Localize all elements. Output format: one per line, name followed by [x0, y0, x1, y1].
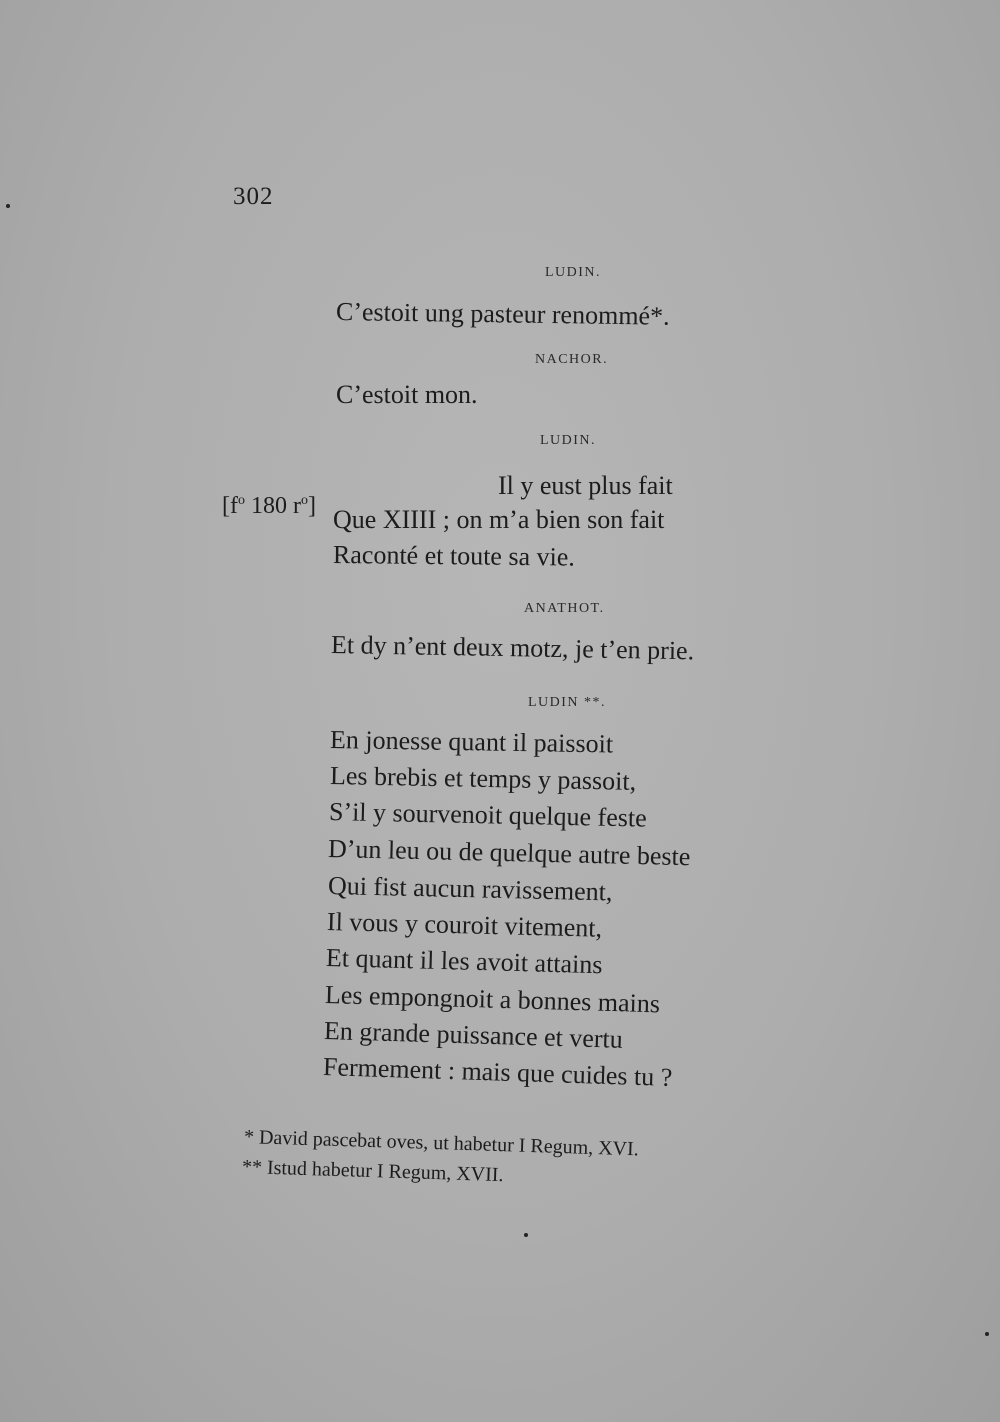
speaker-ludin: LUDIN. [545, 265, 602, 280]
folio-number: 180 r [244, 493, 301, 519]
verse-line: C’estoit ung pasteur renommé*. [335, 297, 670, 331]
speaker-ludin: LUDIN **. [528, 695, 607, 710]
folio-sup: o [237, 493, 245, 508]
verse-line: Et quant il les avoit attains [325, 943, 603, 980]
verse-line: Il vous y couroit vitement, [326, 907, 603, 943]
footnote: * David pascebat oves, ut habetur I Regum, XVI. [243, 1126, 640, 1161]
folio-open: [f [222, 493, 238, 519]
verse-line: En grande puissance et vertu [323, 1016, 624, 1054]
folio-close: ] [307, 493, 316, 519]
verse-line: Les brebis et temps y passoit, [329, 761, 637, 796]
speaker-nachor: NACHOR. [535, 352, 609, 367]
speaker-ludin: LUDIN. [540, 433, 597, 448]
paper-speck [6, 204, 10, 208]
folio-sup: o [300, 493, 308, 508]
verse-line: En jonesse quant il paissoit [329, 725, 614, 759]
verse-line: S’il y sourvenoit quelque feste [328, 797, 647, 833]
verse-line: Fermement : mais que cuides tu ? [322, 1052, 673, 1092]
verse-line: C’estoit mon. [336, 380, 478, 409]
folio-reference [222, 493, 316, 520]
page-number: 302 [233, 183, 274, 210]
footnote: ** Istud habetur I Regum, XVII. [241, 1156, 504, 1187]
paper-speck [985, 1332, 989, 1336]
verse-line: Les empongnoit a bonnes mains [324, 980, 661, 1019]
verse-line: Raconté et toute sa vie. [332, 540, 576, 572]
paper-speck [524, 1233, 528, 1237]
verse-line: Il y eust plus fait [498, 471, 673, 500]
verse-line: D’un leu ou de quelque autre beste [327, 834, 691, 872]
verse-line: Et dy n’ent deux motz, je t’en prie. [330, 630, 695, 666]
verse-line: Que XIIII ; on m’a bien son fait [333, 505, 665, 534]
speaker-anathot: ANATHOT. [524, 601, 605, 616]
verse-line: Qui fist aucun ravissement, [327, 871, 613, 907]
